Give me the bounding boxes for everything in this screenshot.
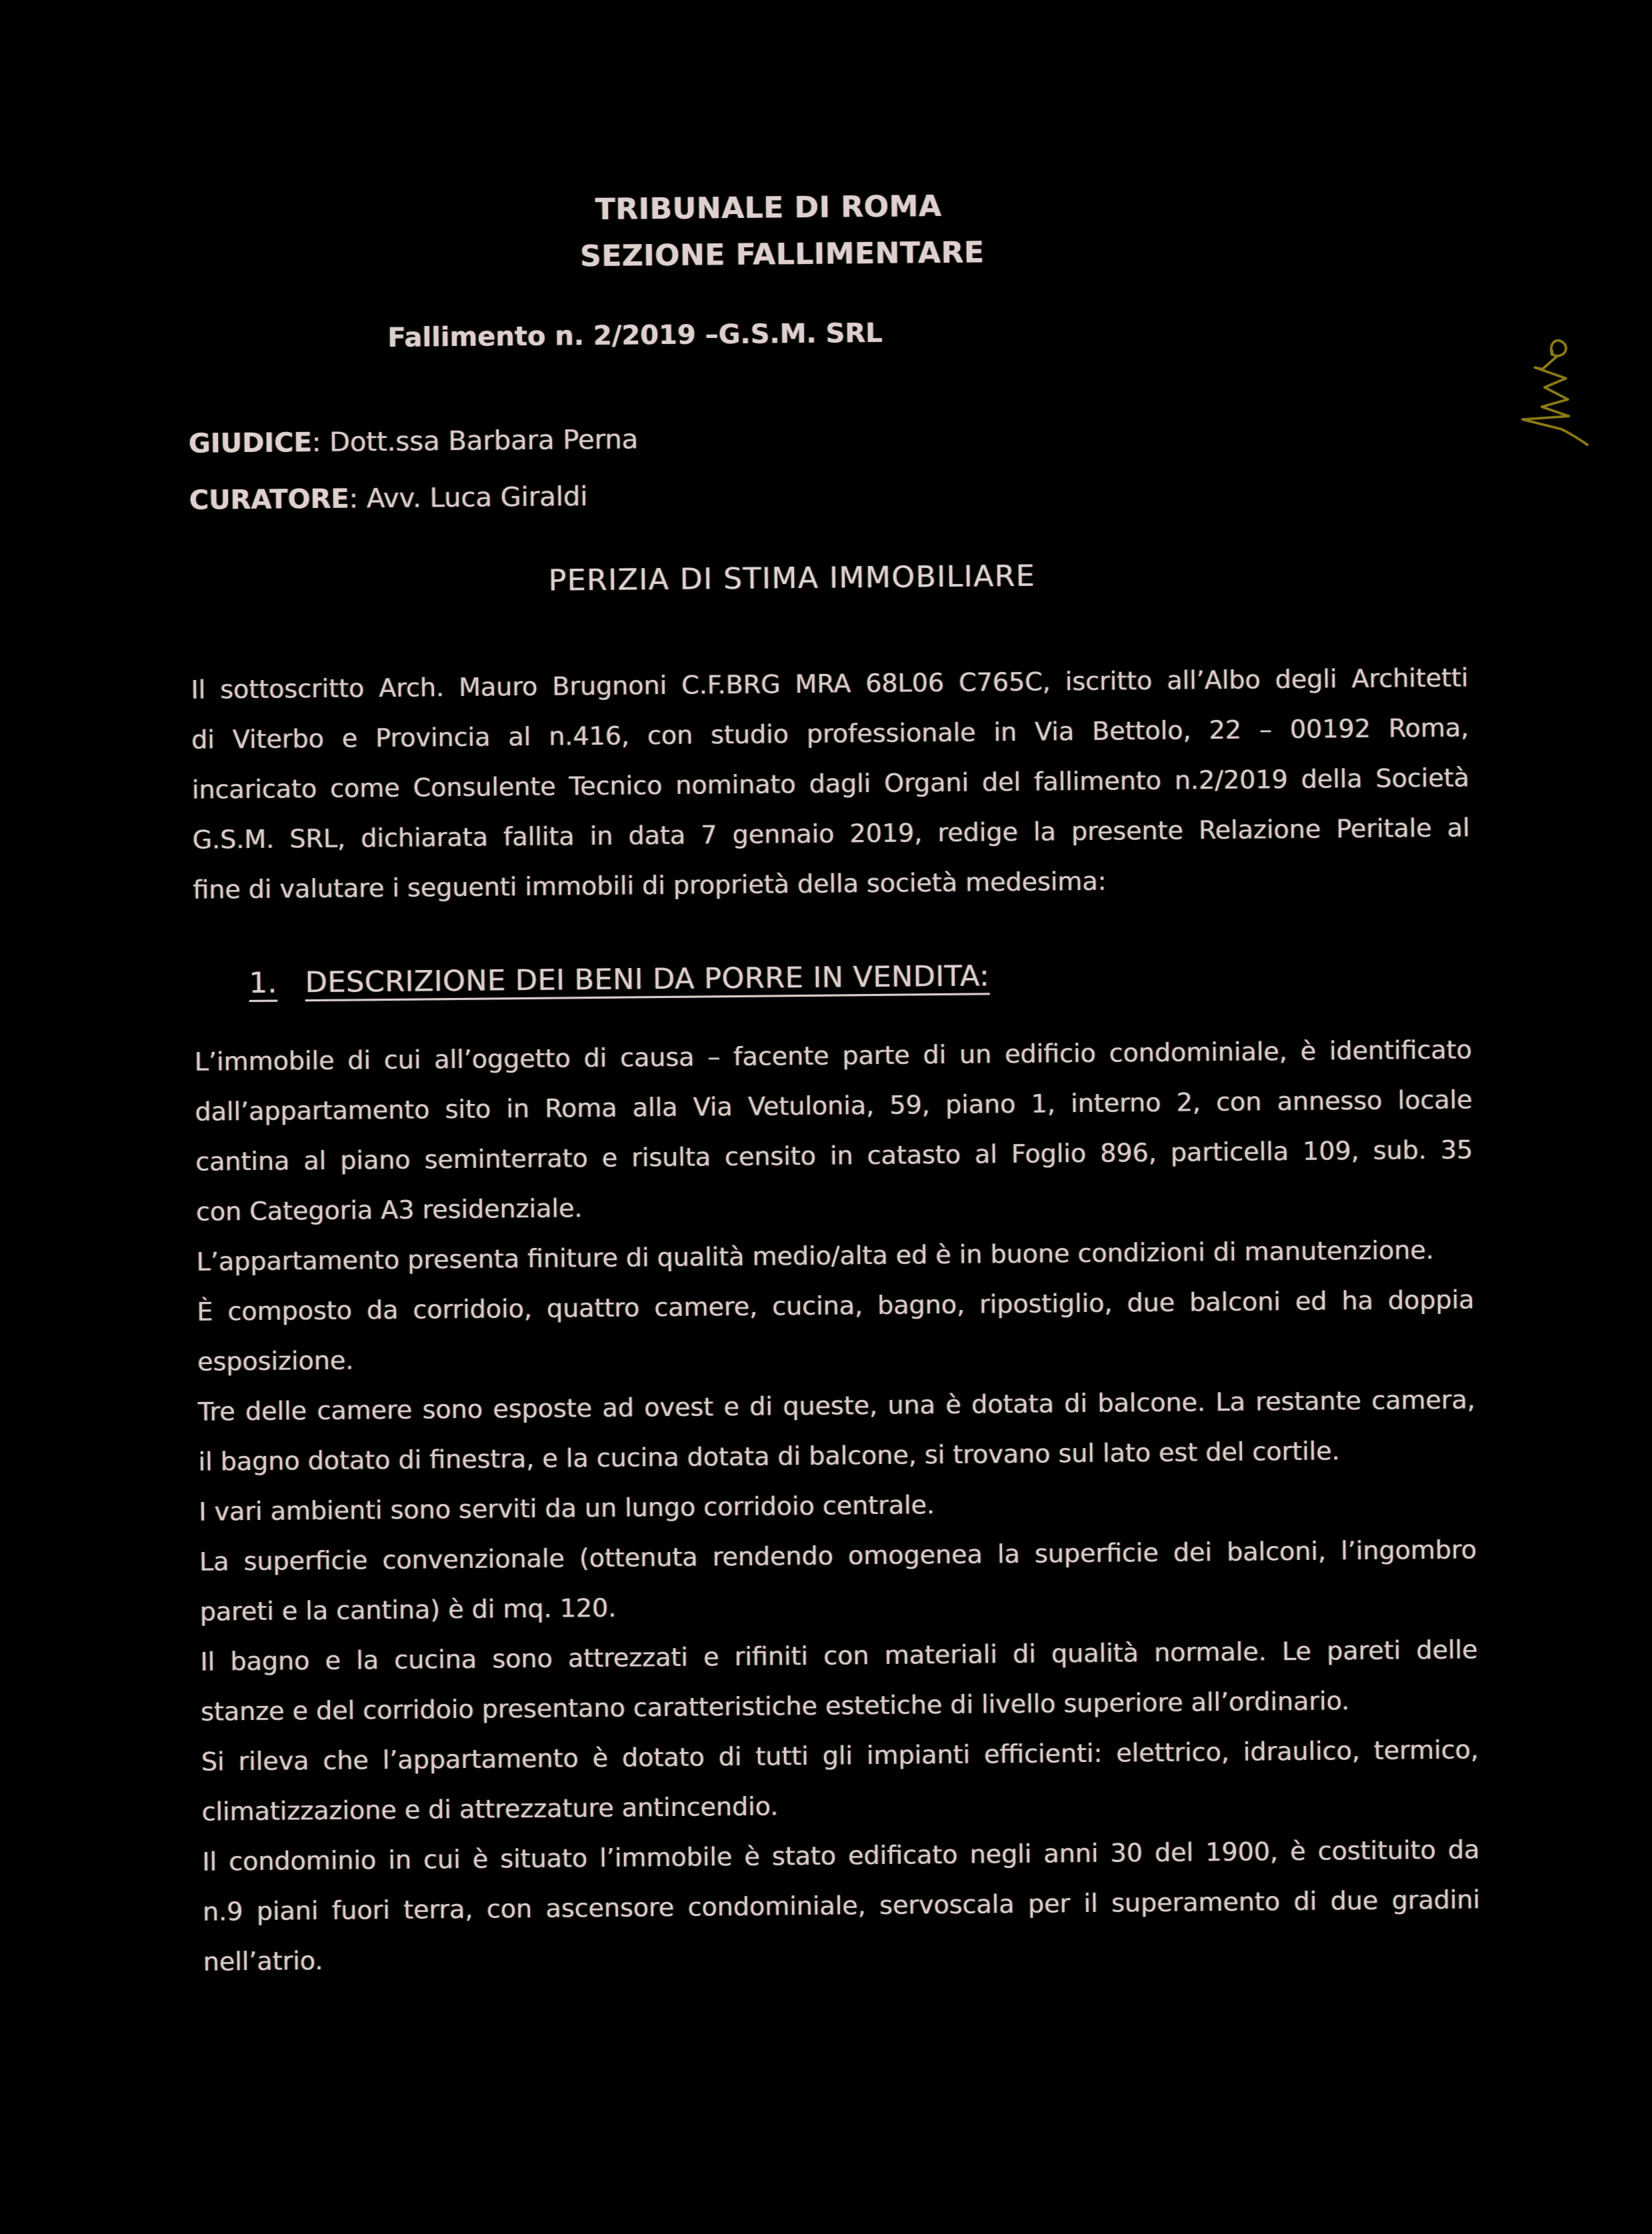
text-line: Si rileva che l’appartamento è dotato di tutti gli impianti efficienti: elettrico, idraulico, termico, [201, 1735, 1479, 1777]
curator-line [189, 471, 1467, 517]
judge-label: GIUDICE [188, 427, 313, 459]
text-line: La superficie convenzionale (ottenuta rendendo omogenea la superficie dei balconi, l’ingombro [199, 1535, 1477, 1577]
judge-name: Dott.ssa Barbara Perna [329, 424, 639, 458]
section-heading-text: DESCRIZIONE DEI BENI DA PORRE IN VENDITA: [305, 959, 990, 1000]
judge-line [189, 415, 1466, 460]
text-line: L’appartamento presenta finiture di qualità medio/alta ed è in buone condizioni di manutenzione. [196, 1235, 1435, 1277]
text-line: È composto da corridoio, quattro camere, cucina, bagno, ripostiglio, due balconi ed ha doppia [197, 1285, 1475, 1327]
curator-name: Avv. Luca Giraldi [366, 481, 588, 515]
text-line: incaricato come Consulente Tecnico nominato dagli Organi del fallimento n.2/2019 della Società [191, 763, 1470, 805]
signature-scribble-icon [1506, 335, 1598, 457]
text-line: fine di valutare i seguenti immobili di proprietà della società medesima: [193, 866, 1107, 905]
text-line: il bagno dotato di finestra, e la cucina dotata di balcone, si trovano sul lato est del cortile. [198, 1436, 1340, 1477]
text-line: dall’appartamento sito in Roma alla Via Vetulonia, 59, piano 1, interno 2, con annesso locale [195, 1085, 1473, 1127]
text-line: pareti e la cantina) è di mq. 120. [199, 1593, 617, 1627]
text-line: esposizione. [197, 1345, 354, 1377]
body-paragraphs [195, 1025, 1481, 1987]
intro-paragraph [191, 653, 1471, 915]
text-line: cantina al piano seminterrato e risulta censito in catasto al Foglio 896, particella 109, sub. 35 [195, 1135, 1473, 1177]
section-number: 1. [249, 966, 278, 1000]
text-line: Tre delle camere sono esposte ad ovest e di queste, una è dotata di balcone. La restante camera, [197, 1385, 1476, 1427]
text-line: stanze e del corridoio presentano caratteristiche estetiche di livello superiore all’ordinario. [201, 1686, 1350, 1727]
text-line: I vari ambienti sono serviti da un lungo corridoio centrale. [199, 1490, 935, 1527]
judge-colon: : [311, 427, 330, 459]
text-line: climatizzazione e di attrezzature antincendio. [201, 1791, 779, 1827]
case-reference: Fallimento n. 2/2019 –G.S.M. SRL [387, 317, 883, 353]
text-line: Il sottoscritto Arch. Mauro Brugnoni C.F.BRG MRA 68L06 C765C, iscritto all’Albo degli Architetti [191, 663, 1469, 705]
curator-colon: : [349, 483, 367, 515]
text-line: di Viterbo e Provincia al n.416, con studio professionale in Via Bettolo, 22 – 00192 Roma, [191, 713, 1469, 755]
text-line: G.S.M. SRL, dichiarata fallita in data 7 gennaio 2019, redige la presente Relazione Peritale al [192, 813, 1470, 855]
document-title: PERIZIA DI STIMA IMMOBILIARE [548, 559, 1036, 598]
court-section-title: SEZIONE FALLIMENTARE [579, 235, 985, 274]
text-line: Il bagno e la cucina sono attrezzati e rifiniti con materiali di qualità normale. Le pareti delle [200, 1635, 1478, 1677]
text-line: nell’atrio. [203, 1945, 323, 1977]
document-content [185, 0, 1481, 1987]
text-line: L’immobile di cui all’oggetto di causa – facente parte di un edificio condominiale, è identificato [194, 1035, 1473, 1077]
curator-label: CURATORE [189, 483, 349, 516]
section-heading [249, 947, 1471, 1009]
text-line: n.9 piani fuori terra, con ascensore condominiale, servoscala per il superamento di due gradini [202, 1885, 1481, 1927]
court-title: TRIBUNALE DI ROMA [595, 189, 942, 227]
text-line: Il condominio in cui è situato l’immobile è stato edificato negli anni 30 del 1900, è costituito da [202, 1835, 1480, 1877]
text-line: con Categoria A3 residenziale. [195, 1193, 583, 1227]
